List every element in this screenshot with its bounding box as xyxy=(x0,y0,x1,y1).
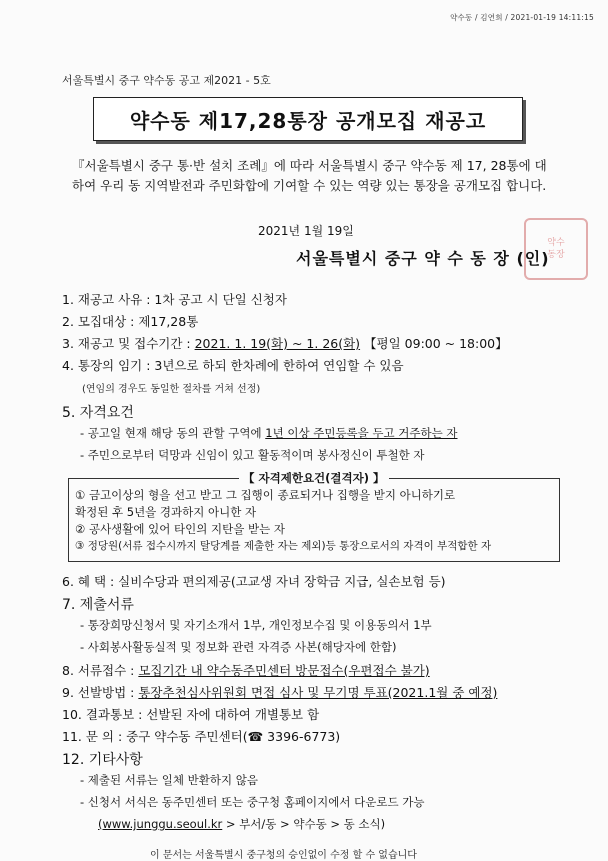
intro-paragraph: 『서울특별시 중구 통·반 설치 조례』에 따라 서울특별시 중구 약수동 제 17, 28통에 대하여 우리 동 지역발전과 주민화합에 기여할 수 있는 역량 있는 통장을 공개모집 합니다. xyxy=(72,158,547,193)
item-12: 12. 기타사항 xyxy=(62,752,143,768)
item-8 xyxy=(62,661,430,679)
print-stamp: 약수동 / 김연희 / 2021-01-19 14:11:15 xyxy=(450,13,594,22)
seal-text: 약수 동장 xyxy=(547,238,565,260)
item-6: 6. 혜 택 : 실비수당과 편의제공(고교생 자녀 장학금 지급, 실손보험 등) xyxy=(62,574,446,589)
notice-date: 2021년 1월 19일 xyxy=(258,224,354,238)
title-box xyxy=(93,97,523,141)
item-4: 4. 통장의 임기 : 3년으로 하되 한차례에 한하여 연임할 수 있음 xyxy=(62,358,404,373)
item-10: 10. 결과통보 : 선발된 자에 대하여 개별통보 함 xyxy=(62,707,320,722)
item-5-b: - 주민으로부터 덕망과 신임이 있고 활동적이며 봉사정신이 투철한 자 xyxy=(80,448,425,462)
item-1: 1. 재공고 사유 : 1차 공고 시 단일 신청자 xyxy=(62,292,287,307)
notice-number: 서울특별시 중구 약수동 공고 제2021 - 5호 xyxy=(62,74,271,87)
item-8-value: 모집기간 내 약수동주민센터 방문접수(우편접수 불가) xyxy=(138,663,430,678)
disqualification-1b: 확정된 후 5년을 경과하지 아니한 자 xyxy=(75,505,257,519)
disqualification-box xyxy=(68,471,560,562)
item-9-value: 통장추천심사위원회 면접 심사 및 무기명 투표(2021.1월 중 예정) xyxy=(138,685,498,700)
item-5: 5. 자격요건 xyxy=(62,405,134,421)
disqualification-1a: ① 금고이상의 형을 선고 받고 그 집행이 종료되거나 집행을 받지 아니하기로 xyxy=(75,488,456,502)
disqualification-2: ② 공사생활에 있어 타인의 지탄을 받는 자 xyxy=(75,522,285,536)
item-3-label: 3. 재공고 및 접수기간 : xyxy=(62,336,195,351)
disqualification-title: 【 자격제한요건(결격자) 】 xyxy=(239,470,389,486)
item-3-period: 2021. 1. 19(화) ~ 1. 26(화) xyxy=(194,336,361,351)
item-5-a xyxy=(80,425,458,441)
item-12-link-line xyxy=(98,816,385,832)
homepage-path: > 부서/동 > 약수동 > 동 소식) xyxy=(222,817,386,831)
item-7: 7. 제출서류 xyxy=(62,597,134,613)
disqualification-3: ③ 정당원(서류 접수시까지 탈당계를 제출한 자는 제외)등 통장으로서의 자격이 부적합한 자 xyxy=(75,540,492,552)
item-11: 11. 문 의 : 중구 약수동 주민센터(☎ 3396-6773) xyxy=(62,729,341,744)
official-seal xyxy=(524,218,588,280)
item-5-a-underlined: 1년 이상 주민등록을 두고 거주하는 자 xyxy=(265,426,458,440)
page-title: 약수동 제17,28통장 공개모집 재공고 xyxy=(129,108,487,133)
homepage-link[interactable]: (www.junggu.seoul.kr xyxy=(98,817,223,831)
item-3 xyxy=(62,334,508,352)
item-5-a-text: - 공고일 현재 해당 동의 관할 구역에 xyxy=(80,426,266,440)
item-8-label: 8. 서류접수 : xyxy=(62,663,139,678)
item-4-note: (연임의 경우도 동일한 절차를 거쳐 선정) xyxy=(82,384,261,395)
item-9 xyxy=(62,683,497,701)
item-12-b: - 신청서 서식은 동주민센터 또는 중구청 홈페이지에서 다운로드 가능 xyxy=(80,795,425,809)
item-12-a: - 제출된 서류는 일체 반환하지 않음 xyxy=(80,773,258,787)
signer: 서울특별시 중구 약 수 동 장 (인) xyxy=(296,249,550,268)
footer-note: 이 문서는 서울특별시 중구청의 승인없이 수정 할 수 없습니다 xyxy=(150,850,417,861)
item-7-a: - 통장희망신청서 및 자기소개서 1부, 개인정보수집 및 이용동의서 1부 xyxy=(80,618,432,632)
item-3-hours: 【평일 09:00 ~ 18:00】 xyxy=(360,336,508,351)
item-7-b: - 사회봉사활동실적 및 정보화 관련 자격증 사본(해당자에 한함) xyxy=(80,640,397,654)
item-2: 2. 모집대상 : 제17,28통 xyxy=(62,314,199,329)
item-9-label: 9. 선발방법 : xyxy=(62,685,139,700)
